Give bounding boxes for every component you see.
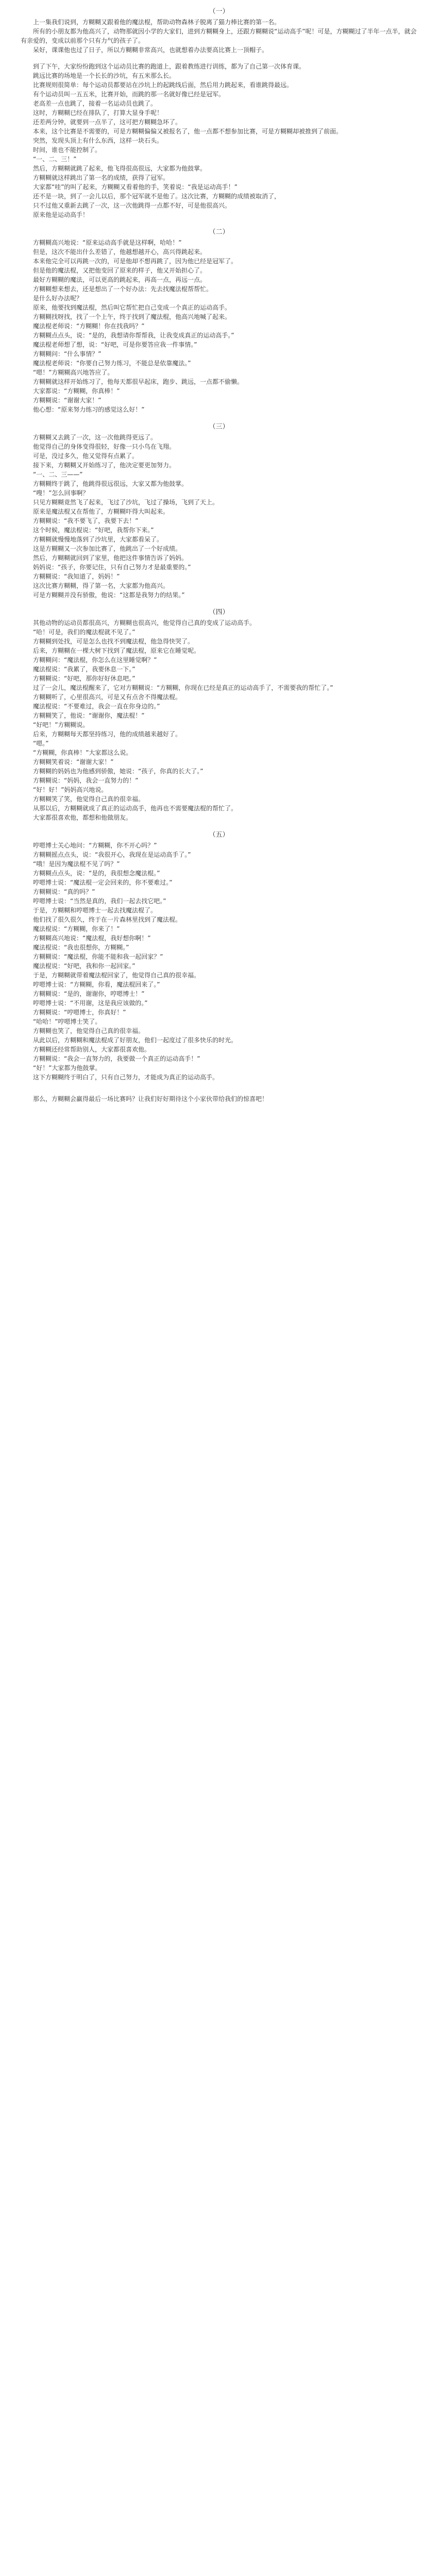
paragraph: 方糊糊说：“我知道了，妈妈！” [33,573,120,580]
section-4 [21,421,417,600]
paragraph: 方糊糊说：“好吧，那你好好休息吧。” [33,675,136,682]
paragraph: 方糊糊就这样跳出了第一名的成绩，获得了冠军。 [33,174,170,181]
paragraph: 方糊糊找呀找，找了一个上午，终于找到了魔法棍，他高兴地喊了起来。 [33,313,231,320]
paragraph: 这次比赛方糊糊，得了第一名，大家都为他高兴。 [33,582,170,589]
section-heading: （一） [209,8,229,15]
paragraph: 这下方糊糊终于明白了，只有自己努力，才能成为真正的运动高手。 [33,1074,219,1081]
paragraph: 还差两分钟，就要到一点半了，这可把方糊糊急坏了。 [33,118,182,126]
paragraph: “哦！是因为魔法棍不见了吗？” [33,860,120,868]
paragraph: 魔法棍说：“我累了，我要休息一下。” [33,666,136,673]
paragraph: 方糊糊说：“真的吗？” [33,888,95,895]
section-heading: （五） [209,831,229,839]
paragraph: 方糊糊想来想去，还是想出了一个好办法：先去找魔法棍帮帮忙。 [33,285,213,293]
paragraph: 妈妈说：“孩子，你要记住，只有自己努力才是最重要的。” [33,564,191,571]
paragraph: 然后，方糊糊就回到了家里，他把这件事情告诉了妈妈。 [33,554,188,562]
paragraph: 有个运动员叫一五五米，比赛开始，而跳的那一名就好像已经是冠军。 [33,91,225,98]
paragraph: 方糊糊就慢慢地落到了沙坑里，大家都看呆了。 [33,536,163,543]
paragraph: 接下来，方糊糊又开始练习了，他决定要更加努力。 [33,462,176,469]
paragraph: 哼嗯博士说：“不用谢，这是我应该做的。” [33,999,148,1007]
paragraph: 方糊糊就这样开始练习了，他每天都很早起床，跑步、跳远，一点都不偷懒。 [33,378,244,385]
paragraph: 魔法棍说：“好吧，我和你一起回家。” [33,962,136,970]
section-1 [21,6,417,55]
section-2 [21,62,417,219]
paragraph: 他们找了很久很久，终于在一片森林里找到了魔法棍。 [33,916,182,923]
paragraph: “方糊糊，你真棒！”大家都这么说。 [33,749,132,756]
paragraph: 哼嗯博士说：“魔法棍一定会回来的，你不要难过。” [33,879,173,886]
paragraph: 比赛规则很简单：每个运动员都要站在沙坑上的起跳线后面，然后用力跳起来，看谁跳得最远。 [33,81,293,89]
paragraph: 只见方糊糊竟然飞了起来，飞过了沙坑，飞过了操场，飞到了天上。 [33,499,219,506]
paragraph: 呆好，课课他也过了日子，所以方糊糊非常高兴，也就想着办法要高比赛上一顶帽子。 [33,46,268,54]
paragraph: 方糊糊说：“谢谢大家！” [33,397,102,404]
paragraph: 这时，方糊糊已经在排队了，打算大显身手呢！ [33,109,163,116]
paragraph: 过了一会儿，魔法棍醒来了，它对方糊糊说：“方糊糊，你现在已经是真正的运动高手了，不需要我的帮忙了。” [33,684,333,691]
paragraph: 方糊糊说：“魔法棍，你能不能和我一起回家？” [33,953,163,960]
paragraph: “一、二、三！” [33,156,77,163]
paragraph: 大家都“哇”的叫了起来，方糊糊又看着他的手，笑着说：“我是运动高手！” [33,183,238,191]
paragraph: 大家都很喜欢他，都想和他做朋友。 [33,814,132,821]
paragraph: “好吧！”方糊糊说。 [33,721,89,728]
paragraph: 但是他的魔法棍，又把他变回了原来的样子，他又开始担心了。 [33,267,207,274]
paragraph: 方糊糊笑了笑，他觉得自己真的很幸福。 [33,795,145,803]
paragraph: 时间，谁也不能控制了。 [33,146,102,154]
paragraph: 于是，方糊糊和哼嗯博士一起去找魔法棍了。 [33,907,157,914]
section-3 [21,227,417,414]
paragraph: “哈！可是，我们的魔法棍就不见了。” [33,629,136,636]
paragraph: 方糊糊说：“我会一直努力的，我要做一个真正的运动高手！” [33,1055,200,1062]
section-heading: （二） [209,228,229,236]
paragraph: 跳远比赛的场地是一个长长的沙坑，有五米那么长。 [33,72,176,79]
paragraph: 突然，发现头顶上有什么东西，这样一块石头。 [33,137,163,144]
paragraph: 方糊糊的妈妈也为他感到骄傲，她说：“孩子，你真的长大了。” [33,768,204,775]
paragraph: 只不过他又重新去跳了一次，这一次他跳得一点都不好，可是他很高兴。 [33,202,231,209]
section-heading: （四） [209,608,229,616]
section-6 [21,829,417,1104]
paragraph: 方糊糊高兴地说：“原来运动高手就是这样啊，哈哈！” [33,239,182,246]
paragraph: 可是，没过多久，他又觉得有点累了。 [33,452,139,460]
section-5 [21,607,417,822]
paragraph: 方糊糊高兴地说：“魔法棍，我好想你啊！” [33,935,151,942]
paragraph: “嗖！”怎么回事啊？ [33,489,89,497]
paragraph: 最好方糊糊的魔法，可以更高的跳起来，再高一点，再远一点。 [33,276,207,283]
paragraph: 然后，方糊糊就跳了起来，他飞得很高很远，大家都为他鼓掌。 [33,165,207,172]
paragraph: 从此以后，方糊糊和魔法棍成了好朋友，他们一起度过了很多快乐的时光。 [33,1037,238,1044]
paragraph: 魔法棍说：“方糊糊，你来了！” [33,925,120,933]
paragraph: 后来，方糊糊每天都坚持练习，他的成绩越来越好了。 [33,731,182,738]
paragraph: 魔法棍说：“不要难过，我会一直在你身边的。” [33,703,160,710]
paragraph: 所有的小朋友都为他高兴了，动物那就因小学的大家们，进到方糊糊身上，还跟方糊糊说“运动高手”呢！可是，方糊糊过了半年一点半，就会有亲爱的，变成以前那个只有力气的孩子了。 [21,28,417,44]
paragraph: 哼嗯博士说：“方糊糊，你看，魔法棍回来了。” [33,981,160,988]
paragraph: 方糊糊终于跳了，他跳得很远很远，大家又都为他鼓掌。 [33,480,188,487]
paragraph: 到了下午，大家纷纷跑到这个运动员比赛的跑道上，跟着教练进行训练，都为了自己第一次体育课。 [33,63,306,70]
paragraph: 于是，方糊糊就带着魔法棍回家了，他觉得自己真的很幸福。 [33,972,200,979]
paragraph: 方糊糊说：“是的，谢谢你，哼嗯博士！” [33,990,145,997]
paragraph: 原来他是运动高手！ [33,211,89,218]
paragraph: “好！好！”妈妈高兴地说。 [33,786,108,793]
paragraph: 方糊糊问：“魔法棍，你怎么在这里睡觉啊？” [33,656,157,664]
paragraph: 方糊糊笑着说：“谢谢大家！” [33,758,114,766]
paragraph: 他觉得自己的身体变得很轻，好像一只小鸟在飞翔。 [33,443,176,450]
paragraph: 魔法棍老师说：“你要自己努力练习，不能总是依靠魔法。” [33,360,191,367]
paragraph: “嗯。” [33,740,49,747]
paragraph: 可是方糊糊并没有骄傲，他说：“这都是我努力的结果。” [33,591,185,599]
paragraph: 方糊糊也笑了，他觉得自己真的很幸福。 [33,1027,145,1035]
paragraph: 方糊糊点点头，说：“是的，我想请你帮帮我，让我变成真正的运动高手。” [33,332,234,339]
paragraph: 后来，方糊糊在一棵大树下找到了魔法棍，原来它在睡觉呢。 [33,647,200,654]
paragraph: 魔法棍老师说：“方糊糊！你在找我吗？” [33,323,145,330]
paragraph: “嗯！”方糊糊高兴地答应了。 [33,369,114,376]
paragraph: 本来他完全可以再跳一次的，可是他却不想再跳了，因为他已经是冠军了。 [33,258,238,265]
paragraph: 原来是魔法棍又在帮他了，方糊糊吓得大叫起来。 [33,508,170,515]
paragraph: 方糊糊说：“我不要飞了，我要下去！” [33,517,139,524]
paragraph: 是什么好办法呢？ [33,295,83,302]
paragraph: 方糊糊摇点点头，说：“我很开心，我现在是运动高手了。” [33,851,191,858]
paragraph: 魔法棍说：“我也很想你，方糊糊。” [33,944,129,951]
paragraph: 老高差一点也跳了，接着一名运动员也跳了。 [33,100,157,107]
paragraph: 哼嗯博士关心地问：“方糊糊，你不开心吗？” [33,842,157,849]
paragraph: 这个时候，魔法棍说：“好吧，我帮你下来。” [33,527,154,534]
paragraph: 方糊糊说：“哼嗯博士，你真好！” [33,1009,126,1016]
paragraph: 方糊糊笑了，他说：“谢谢你，魔法棍！” [33,712,145,719]
paragraph: 方糊糊说：“妈妈，我会一直努力的！” [33,777,139,784]
paragraph: 方糊糊点点头，说：“是的，我很想念魔法棍。” [33,870,160,877]
paragraph: 但是，这次不能出什么差错了，他越想越开心，高兴得跳起来。 [33,248,207,256]
paragraph: 哼嗯博士说：“当然是真的，我们一起去找它吧。” [33,897,166,905]
paragraph: 从那以后，方糊糊就成了真正的运动高手，他再也不需要魔法棍的帮忙了。 [33,805,238,812]
paragraph: 其他动物的运动员都很高兴，方糊糊也很高兴，他觉得自己真的变成了运动高手。 [33,619,256,626]
paragraph: 本来，这个比赛是不需要的，可是方糊糊偏偏又被报名了，他一点都不想参加比赛，可是方糊糊却被推到了前面。 [33,128,343,135]
paragraph: 还不是一块，到了一会儿以后，那个冠军就不是他了。这次比赛，方糊糊的成绩被取消了， [33,193,281,200]
paragraph: 魔法棍老师想了想，说：“好吧，可是你要答应我一件事情。” [33,341,197,348]
paragraph: 上一集我们说到，方糊糊又跟着他的魔法棍，帮助动物森林子脱离了猫力棒比赛的第一名。 [33,19,281,26]
paragraph: 原来，他要找到魔法棍，然后叫它帮忙把自己变成一个真正的运动高手。 [33,304,231,311]
paragraph: 大家都说：“方糊糊，你真棒！” [33,387,120,395]
paragraph: “好！”大家都为他鼓掌。 [33,1064,102,1072]
paragraph: 方糊糊还经常帮助别人，大家都很喜欢他。 [33,1046,151,1053]
paragraph: “哈哈！”哼嗯博士笑了。 [33,1018,102,1025]
paragraph: 他心想：“原来努力练习的感觉这么好！” [33,406,145,413]
paragraph: 这是方糊糊又一次参加比赛了，他跳出了一个好成绩。 [33,545,182,552]
paragraph: 方糊糊又去跳了一次，这一次他跳得更远了。 [33,434,157,441]
section-heading: （三） [209,423,229,431]
paragraph: 方糊糊问：“什么事情？” [33,350,102,358]
paragraph: “一、二、三——” [33,471,83,478]
paragraph: 方糊糊到处找，可是怎么也找不到魔法棍，他急得快哭了。 [33,638,194,645]
paragraph: 方糊糊听了，心里很高兴，可是又有点舍不得魔法棍。 [33,693,182,701]
closing-paragraph: 那么，方糊糊会赢得最后一场比赛吗？让我们好好期待这个小家伙带给我们的惊喜吧！ [33,1095,268,1103]
